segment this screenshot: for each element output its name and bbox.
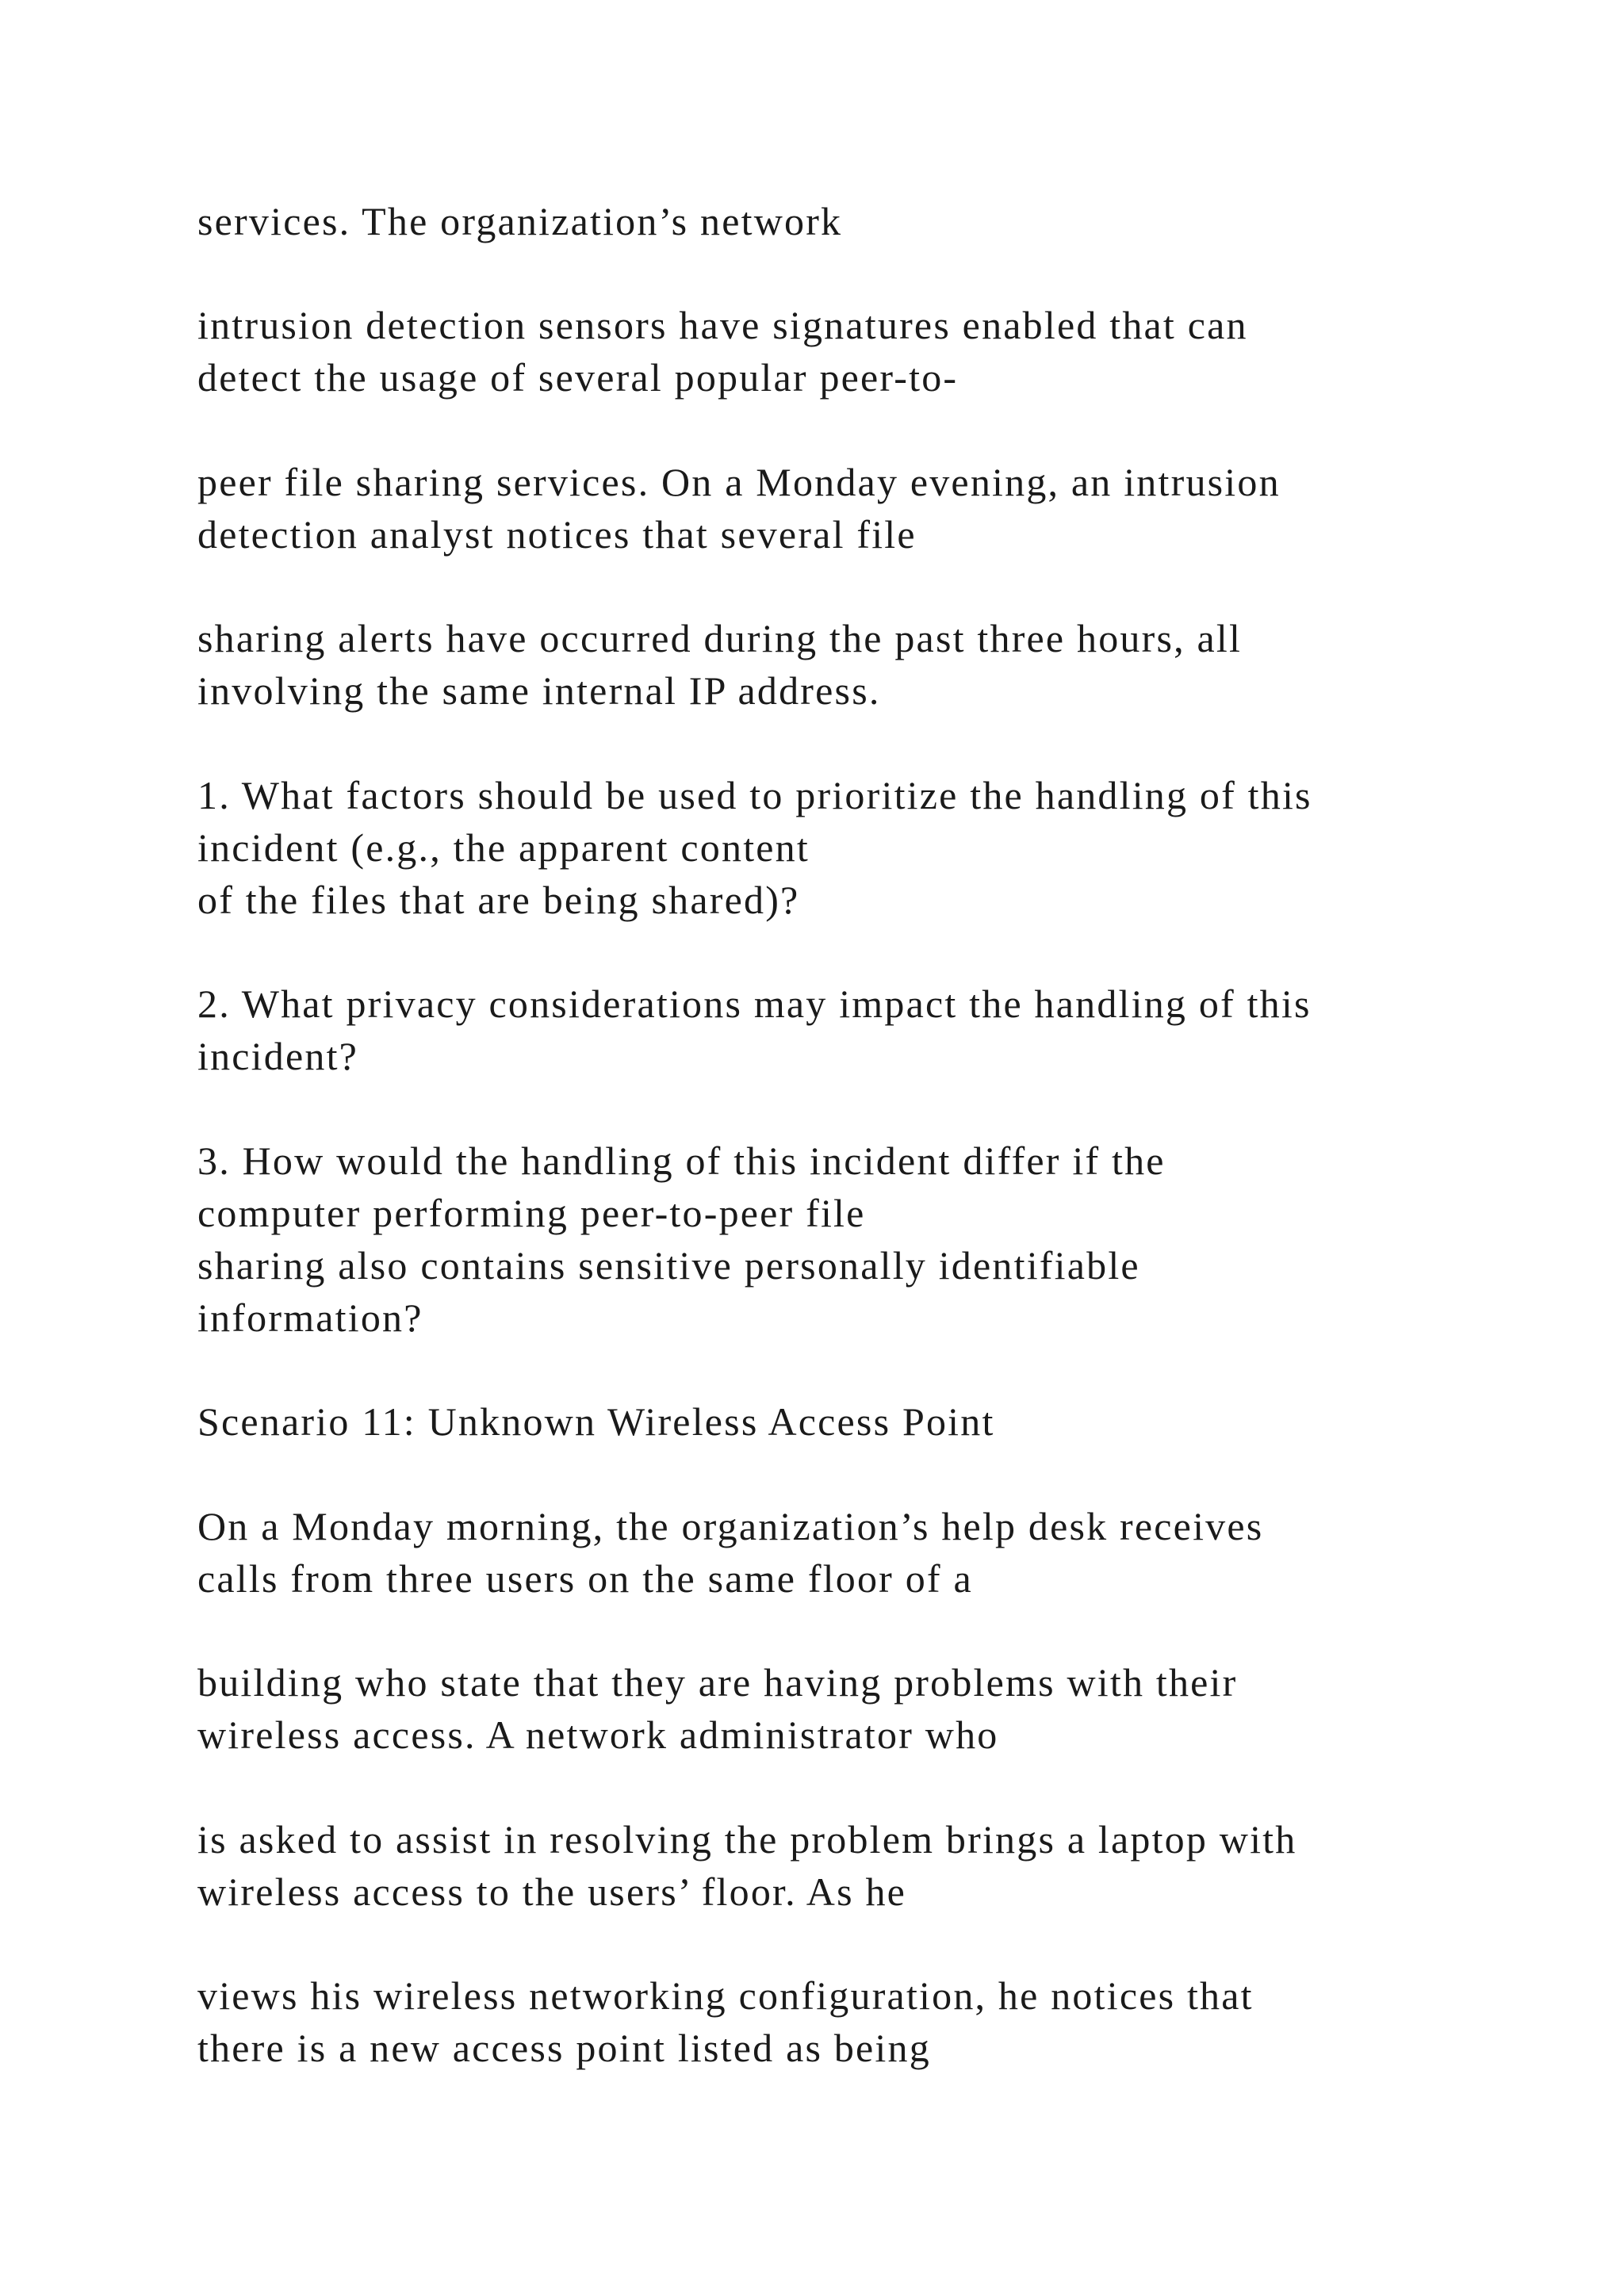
- text-line: building who state that they are having problems with their: [197, 1660, 1238, 1705]
- text-line: is asked to assist in resolving the problem brings a laptop with: [197, 1817, 1297, 1862]
- text-line: detection analyst notices that several file: [197, 512, 917, 557]
- text-line: sharing alerts have occurred during the past three hours, all: [197, 616, 1243, 660]
- question-3: 3. How would the handling of this incident differ if the: [197, 1138, 1166, 1183]
- text-line: incident?: [197, 1034, 359, 1078]
- text-line: there is a new access point listed as being: [197, 2026, 931, 2070]
- question-2: 2. What privacy considerations may impact the handling of this: [197, 982, 1312, 1026]
- text-line: incident (e.g., the apparent content: [197, 825, 810, 870]
- text-line: views his wireless networking configuration, he notices that: [197, 1973, 1254, 2018]
- text-line: services. The organization’s network: [197, 199, 843, 243]
- text-line: calls from three users on the same floor of a: [197, 1556, 973, 1601]
- text-line: On a Monday morning, the organization’s help desk receives: [197, 1504, 1264, 1548]
- question-1: 1. What factors should be used to prioritize the handling of this: [197, 773, 1312, 817]
- text-line: computer performing peer-to-peer file: [197, 1191, 866, 1235]
- text-line: sharing also contains sensitive personally identifiable: [197, 1243, 1140, 1288]
- text-line: of the files that are being shared)?: [197, 878, 800, 922]
- text-line: peer file sharing services. On a Monday evening, an intrusion: [197, 460, 1281, 504]
- text-line: intrusion detection sensors have signatures enabled that can: [197, 303, 1248, 347]
- text-line: wireless access to the users’ floor. As he: [197, 1869, 907, 1914]
- text-line: involving the same internal IP address.: [197, 668, 881, 713]
- scenario-heading: Scenario 11: Unknown Wireless Access Point: [197, 1399, 995, 1444]
- text-line: information?: [197, 1295, 423, 1340]
- text-line: wireless access. A network administrator who: [197, 1712, 999, 1757]
- text-line: detect the usage of several popular peer-to-: [197, 355, 959, 400]
